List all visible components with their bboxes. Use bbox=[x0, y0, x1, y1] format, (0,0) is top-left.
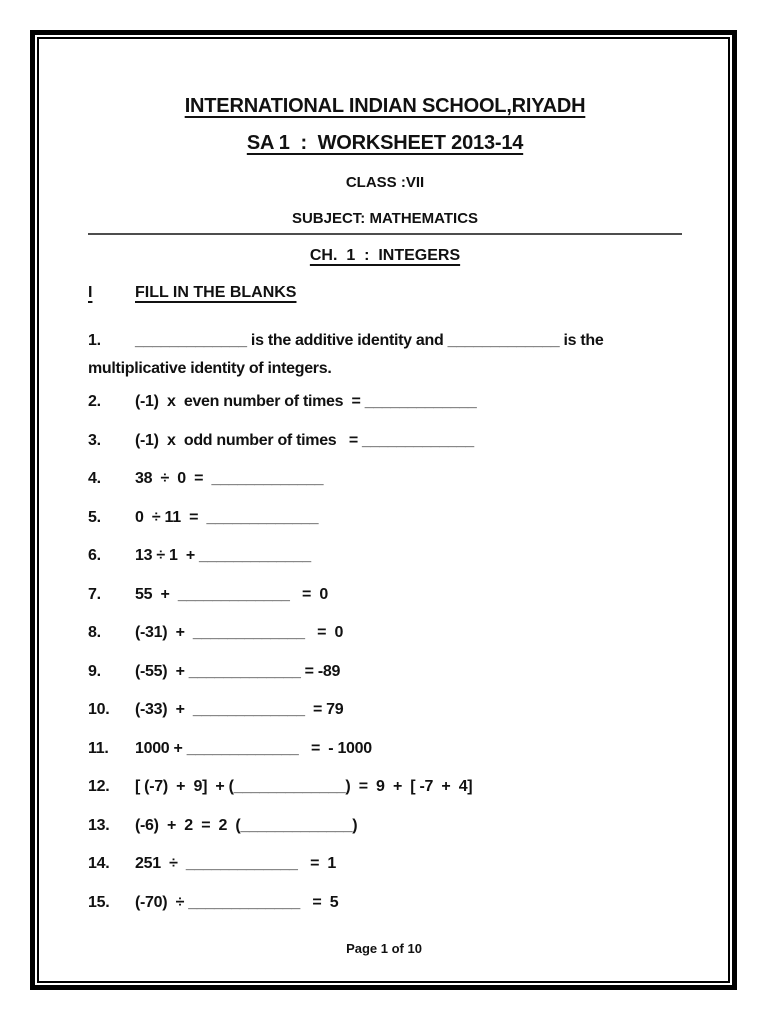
page-frame bbox=[30, 30, 737, 990]
school-name-heading bbox=[88, 95, 682, 118]
question-row-14 bbox=[88, 854, 682, 874]
question-number: 5. bbox=[88, 508, 101, 526]
question-text: (-33) + _____________ = 79 bbox=[135, 701, 344, 718]
question-list bbox=[88, 327, 682, 913]
question-text: (-1) x even number of times = _____________ bbox=[135, 393, 477, 410]
chapter-heading bbox=[88, 247, 682, 265]
question-row-7 bbox=[88, 585, 682, 605]
question-number: 8. bbox=[88, 624, 101, 641]
question-number: 10. bbox=[88, 701, 110, 718]
question-number: 11. bbox=[88, 739, 109, 757]
question-row-9 bbox=[88, 662, 682, 682]
class-line: CLASS :VII bbox=[345, 174, 425, 191]
question-row-2 bbox=[88, 392, 682, 412]
page-frame-inner bbox=[37, 37, 730, 983]
question-row-8 bbox=[88, 623, 682, 643]
subject-line: SUBJECT: MATHEMATICS bbox=[291, 210, 479, 227]
question-number: 14. bbox=[88, 855, 110, 872]
question-number: 15. bbox=[88, 893, 110, 911]
section-title: FILL IN THE BLANKS bbox=[135, 284, 297, 301]
question-number: 7. bbox=[88, 585, 101, 603]
question-number: 6. bbox=[88, 547, 101, 564]
question-row-11 bbox=[88, 739, 682, 759]
question-row-10 bbox=[88, 700, 682, 720]
question-row-4 bbox=[88, 469, 682, 489]
question-text: 0 ÷ 11 = _____________ bbox=[135, 508, 319, 526]
question-number: 12. bbox=[88, 778, 110, 795]
question-number: 4. bbox=[88, 470, 101, 487]
question-number: 3. bbox=[88, 431, 101, 449]
question-row-12 bbox=[88, 777, 682, 797]
section-heading bbox=[88, 284, 682, 302]
chapter-heading-text: CH. 1 : INTEGERS bbox=[309, 247, 461, 264]
question-text: 38 ÷ 0 = _____________ bbox=[135, 470, 324, 487]
question-number: 1. bbox=[88, 332, 101, 349]
question-text: _____________ is the additive identity and _____________ is the multiplicative identity of integers. bbox=[88, 332, 608, 377]
question-text: (-70) ÷ _____________ = 5 bbox=[135, 893, 339, 911]
question-row-13 bbox=[88, 816, 682, 836]
school-name-text: INTERNATIONAL INDIAN SCHOOL,RIYADH bbox=[184, 95, 586, 117]
question-row-3 bbox=[88, 431, 682, 451]
question-row-5 bbox=[88, 508, 682, 528]
page-footer: Page 1 of 10 bbox=[346, 941, 422, 956]
worksheet-title-text: SA 1 : WORKSHEET 2013-14 bbox=[246, 132, 524, 154]
question-text: (-55) + _____________ = -89 bbox=[135, 662, 341, 680]
worksheet-content bbox=[39, 39, 728, 981]
question-text: 1000 + _____________ = - 1000 bbox=[135, 739, 372, 757]
question-text: [ (-7) + 9] + (_____________) = 9 + [ -7 + 4] bbox=[135, 778, 473, 795]
question-text: (-31) + _____________ = 0 bbox=[135, 624, 344, 641]
section-numeral: I bbox=[88, 284, 93, 301]
question-number: 2. bbox=[88, 393, 101, 410]
question-text: 13 ÷ 1 + _____________ bbox=[135, 547, 311, 564]
question-text: 251 ÷ _____________ = 1 bbox=[135, 855, 337, 872]
header-divider bbox=[88, 233, 682, 235]
question-row-1 bbox=[88, 327, 682, 383]
question-text: (-1) x odd number of times = _____________ bbox=[135, 431, 474, 449]
worksheet-title-heading bbox=[88, 132, 682, 155]
question-text: (-6) + 2 = 2 (_____________) bbox=[135, 816, 358, 834]
question-text: 55 + _____________ = 0 bbox=[135, 585, 328, 603]
question-number: 9. bbox=[88, 662, 101, 680]
question-number: 13. bbox=[88, 816, 110, 834]
question-row-15 bbox=[88, 893, 682, 913]
question-row-6 bbox=[88, 546, 682, 566]
